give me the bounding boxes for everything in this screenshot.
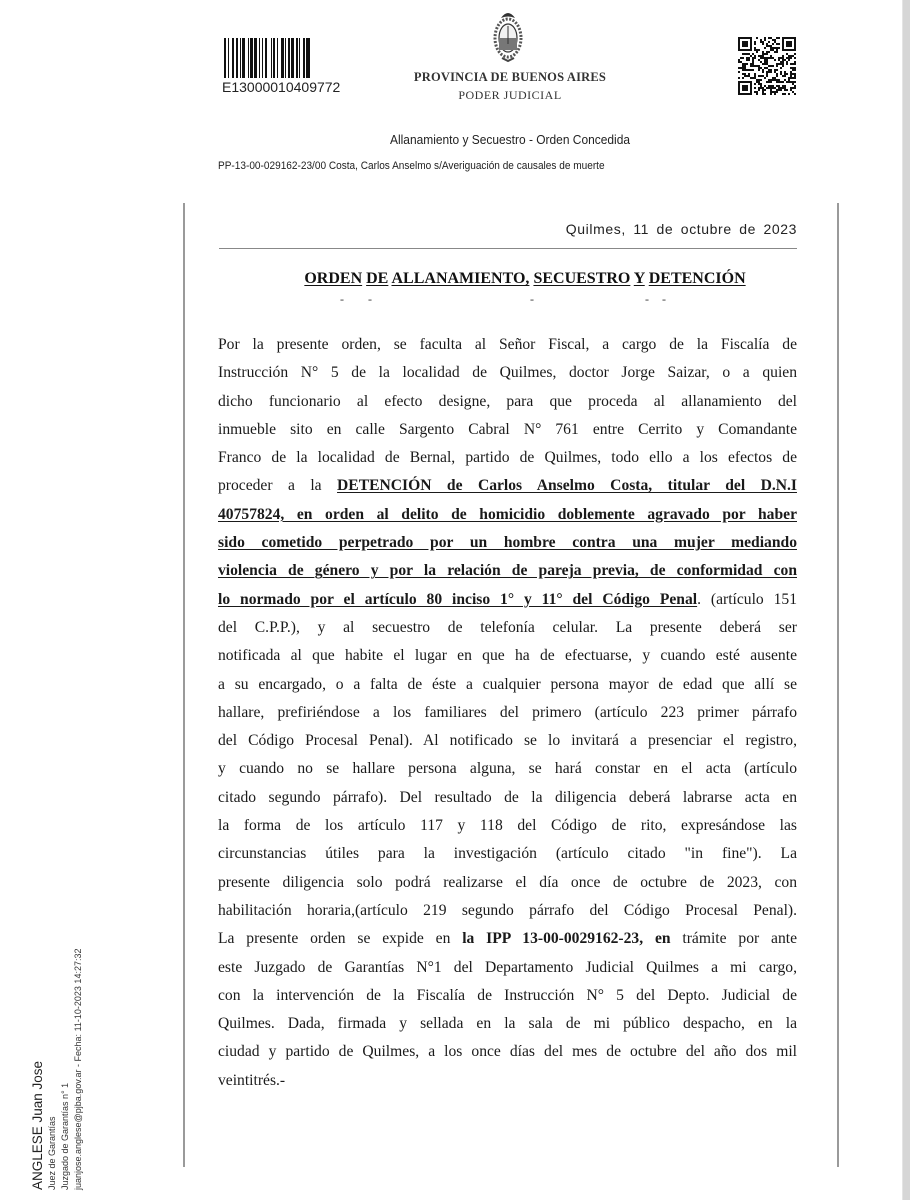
text-run: trámite por ante [670, 930, 797, 948]
place-date: Quilmes, 11 de octubre de 2023 [565, 221, 797, 237]
text-run: habilitación horaria,(artículo 219 segundo párrafo del Código Procesal Penal). [218, 901, 797, 919]
case-reference: PP-13-00-029162-23/00 Costa, Carlos Anselmo s/Averiguación de causales de muerte [218, 160, 605, 172]
body-line [218, 416, 797, 444]
text-run: hallare, prefiriéndose a los familiares del primero (artículo 223 primer párrafo [218, 703, 797, 721]
text-run: este Juzgado de Garantías N°1 del Departamento Judicial Quilmes a mi cargo, [218, 958, 797, 976]
date-rule [219, 248, 797, 249]
text-run: y cuando no se hallare persona alguna, se hará constar en el acta (artículo [218, 760, 797, 778]
barcode-number: E13000010409772 [222, 79, 341, 95]
emphasized-text: sido cometido perpetrado por un hombre contra una mujer mediando [218, 534, 797, 552]
document-subtitle: Allanamiento y Secuestro - Orden Concedida [389, 132, 631, 147]
emphasized-text: lo normado por el artículo 80 inciso 1° y 11° del Código Penal [218, 590, 698, 608]
page-edge-scrollbar [902, 0, 910, 1200]
heading-word: Y [633, 270, 645, 287]
text-run: Instrucción N° 5 de la localidad de Quilmes, doctor Jorge Saizar, o a quien [218, 364, 797, 382]
body-line [218, 982, 797, 1010]
heading-marks: - - - - - [340, 292, 666, 306]
heading-word: SECUESTRO [533, 270, 631, 287]
body-line [218, 727, 797, 755]
emphasized-text: 40757824, en orden al delito de homicidio doblemente agravado por haber [218, 505, 797, 523]
body-line [218, 755, 797, 783]
text-run: la forma de los artículo 117 y 118 del Código de rito, expresándose las [218, 817, 797, 835]
text-run: del Código Procesal Penal). Al notificado se lo invitará a presenciar el registro, [218, 732, 797, 750]
body-line [218, 642, 797, 670]
right-margin-line [837, 203, 839, 1167]
body-line [218, 614, 797, 642]
barcode-icon [224, 38, 334, 78]
body-line [218, 388, 797, 416]
body-line [218, 501, 797, 529]
text-run: citado segundo párrafo). Del resultado de la diligencia deberá labrarse acta en [218, 788, 797, 806]
text-run: ciudad y partido de Quilmes, a los once días del mes de octubre del año dos mil [218, 1043, 797, 1061]
body-line [218, 671, 797, 699]
body-line [218, 1067, 797, 1095]
body-line [218, 557, 797, 585]
text-run: La presente orden se expide en [218, 930, 463, 948]
emphasized-text: la IPP 13-00-0029162-23, en [462, 930, 671, 948]
text-run: presente diligencia solo podrá realizarse el día once de octubre de 2023, con [218, 873, 797, 891]
body-line [218, 699, 797, 727]
body-line [218, 331, 797, 359]
coat-of-arms-icon [491, 6, 525, 64]
text-run: proceder a la [218, 477, 338, 495]
text-run: Franco de la localidad de Bernal, partido de Quilmes, todo ello a los efectos de [218, 449, 797, 467]
text-run: inmueble sito en calle Sargento Cabral N° 761 entre Cerrito y Comandante [218, 420, 797, 438]
text-run: a su encargado, o a falta de éste a cualquier persona mayor de edad que allí se [218, 675, 797, 693]
branch-name: PODER JUDICIAL [458, 88, 562, 102]
body-line [218, 954, 797, 982]
heading-word: DETENCIÓN [648, 270, 746, 287]
text-run: veintitrés.- [218, 1071, 286, 1089]
heading-word: DE [366, 270, 389, 287]
digital-signature-block [30, 949, 85, 1190]
body-line [218, 1038, 797, 1066]
institution-name: PROVINCIA DE BUENOS AIRES [413, 70, 607, 84]
emphasized-text: DETENCIÓN de Carlos Anselmo Costa, titular del D.N.I [337, 477, 797, 495]
body-line [218, 359, 797, 387]
left-margin-line [183, 203, 185, 1167]
heading-word: ALLANAMIENTO, [391, 270, 530, 287]
text-run: dicho funcionario al efecto designe, para que proceda al allanamiento del [218, 392, 797, 410]
text-run: . (artículo 151 [697, 590, 798, 608]
body-line [218, 812, 797, 840]
body-line [218, 897, 797, 925]
order-body-text [218, 331, 797, 1095]
body-line [218, 472, 797, 500]
body-line [218, 869, 797, 897]
signer-court: Juzgado de Garantías n° 1 [60, 1082, 70, 1190]
body-line [218, 529, 797, 557]
qr-code-icon [738, 37, 796, 95]
text-run: circunstancias útiles para la investigación (artículo citado "in fine"). La [218, 845, 797, 863]
text-run: Quilmes. Dada, firmada y sellada en la sala de mi público despacho, en la [218, 1015, 797, 1033]
document-heading [210, 270, 840, 288]
body-line [218, 444, 797, 472]
text-run: notificada al que habite el lugar en que ha de efectuarse, y cuando esté ausente [218, 647, 797, 665]
body-line [218, 925, 797, 953]
body-line [218, 1010, 797, 1038]
text-run: Por la presente orden, se faculta al Señor Fiscal, a cargo de la Fiscalía de [218, 336, 797, 353]
signer-name: ANGLESE Juan Jose [30, 1060, 45, 1190]
signer-role: Juez de Garantías [47, 1116, 57, 1190]
text-run: del C.P.P.), y al secuestro de telefonía celular. La presente deberá ser [218, 618, 797, 636]
signature-meta: juanjose.anglese@pjba.gov.ar - Fecha: 11-10-2023 14:27:32 [73, 948, 83, 1190]
text-run: con la intervención de la Fiscalía de Instrucción N° 5 del Depto. Judicial de [218, 986, 797, 1004]
heading-word: ORDEN [304, 270, 363, 287]
emphasized-text: violencia de género y por la relación de pareja previa, de conformidad con [218, 562, 797, 580]
body-line [218, 840, 797, 868]
body-line [218, 784, 797, 812]
body-line [218, 586, 797, 614]
